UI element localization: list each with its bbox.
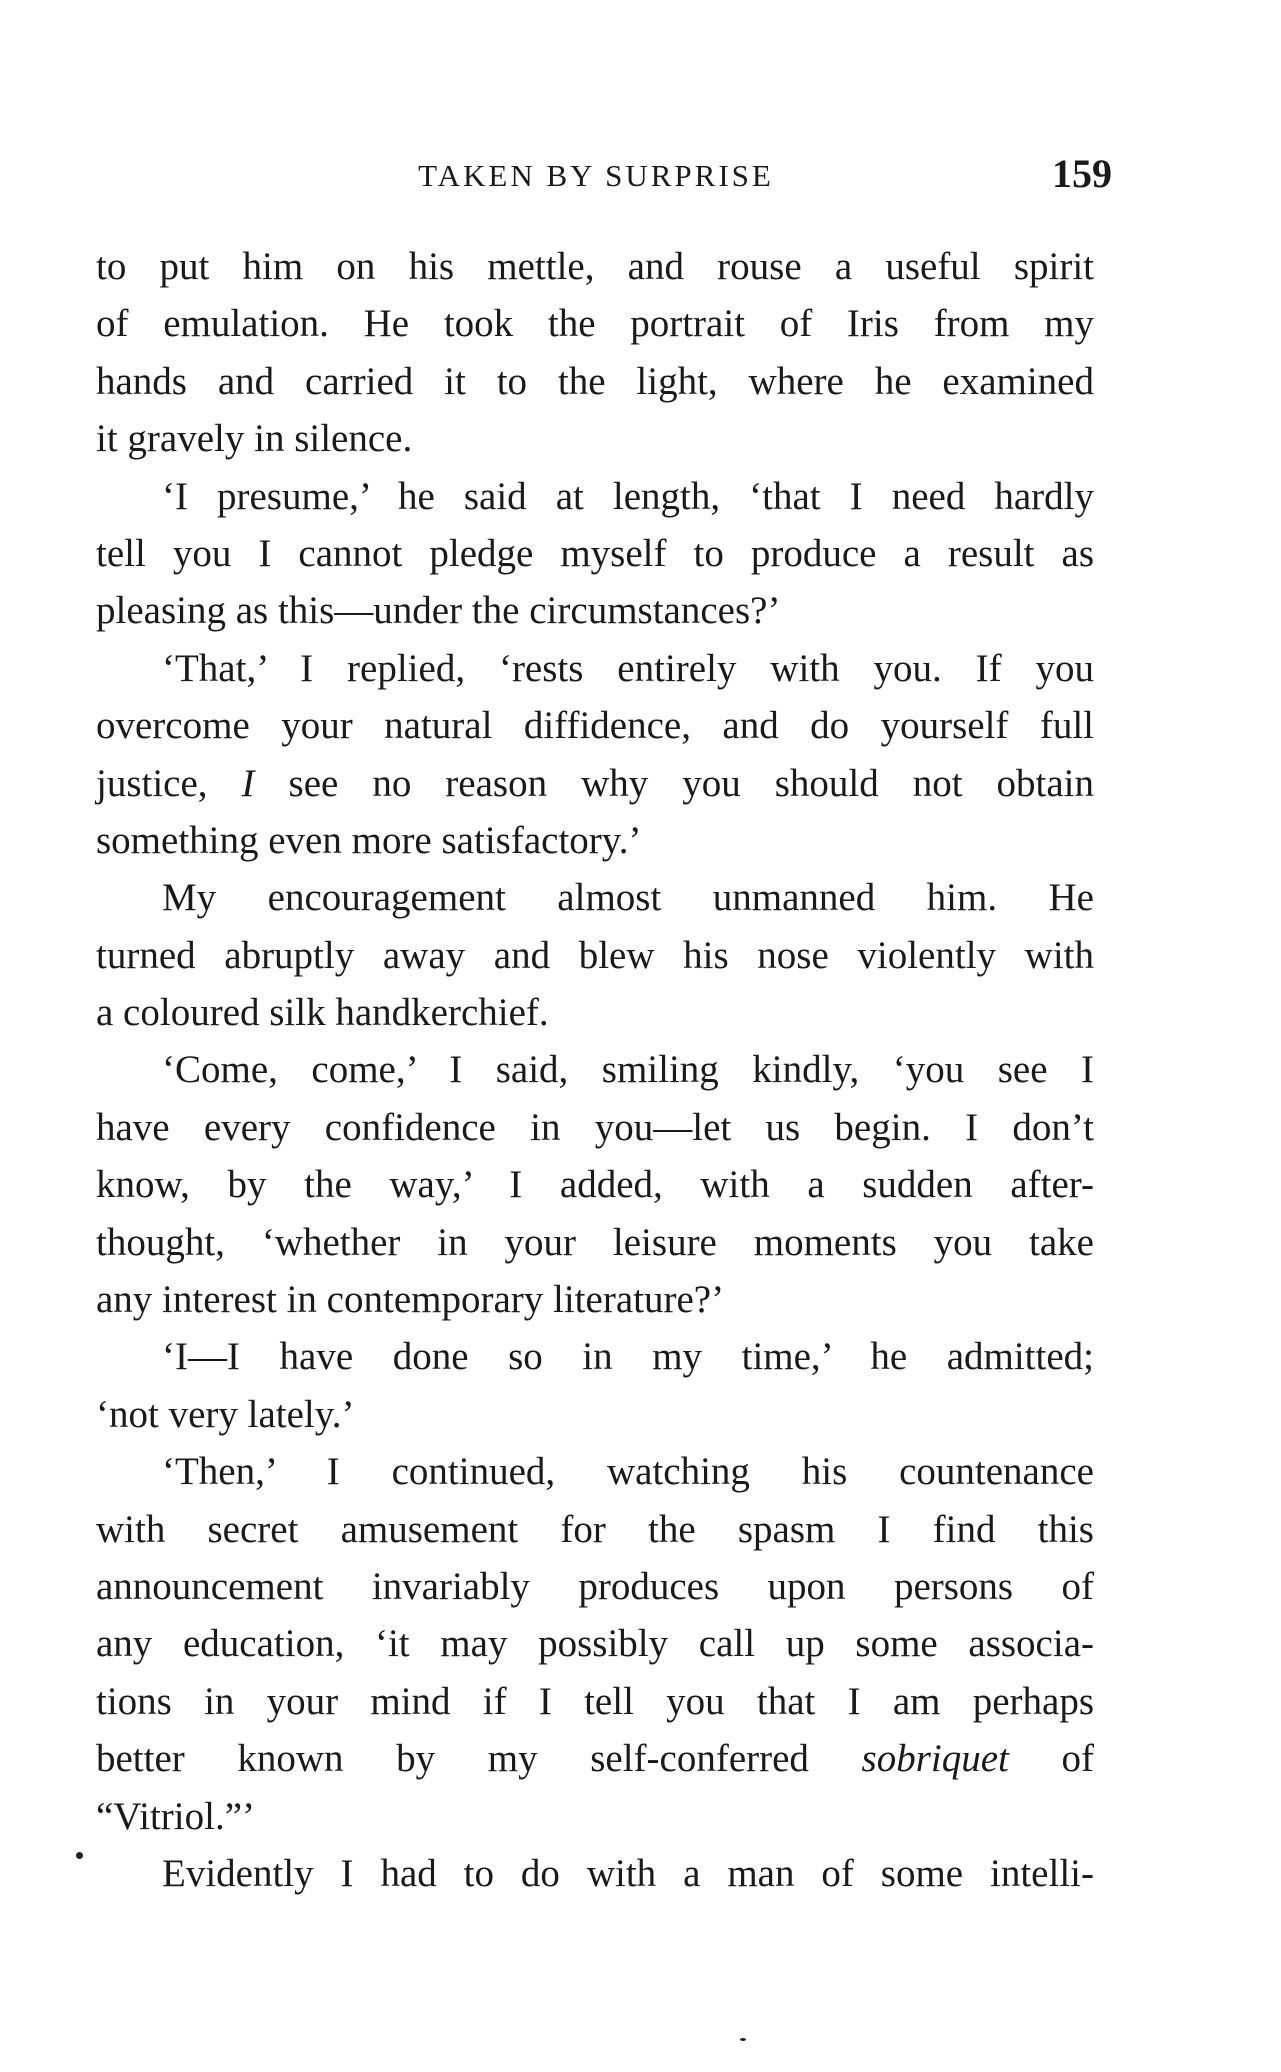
text-line: any education, ‘it may possibly call up some associa- xyxy=(96,1622,1094,1666)
body-text xyxy=(96,238,1094,1902)
text-line: better known by my self-conferred sobriquet of xyxy=(96,1737,1094,1781)
text-line: ‘I—I have done so in my time,’ he admitted; xyxy=(162,1335,1094,1379)
text-line: to put him on his mettle, and rouse a useful spirit xyxy=(96,245,1094,288)
text-line: any interest in contemporary literature?’ xyxy=(96,1278,725,1322)
text-line: ‘Then,’ I continued, watching his countenance xyxy=(162,1450,1094,1494)
text-line: with secret amusement for the spasm I find this xyxy=(96,1507,1094,1551)
text-line: “Vitriol.”’ xyxy=(96,1794,256,1838)
page-number: 159 xyxy=(1052,151,1112,196)
text-line: justice, I see no reason why you should not obtain xyxy=(96,761,1094,805)
text-line: have every confidence in you—let us begin. I don’t xyxy=(96,1105,1094,1149)
italic-word: I xyxy=(241,761,255,805)
text-line: something even more satisfactory.’ xyxy=(96,818,642,862)
text-line: hands and carried it to the light, where he examined xyxy=(96,359,1094,403)
text-line: pleasing as this—under the circumstances?’ xyxy=(96,589,781,633)
text-line: announcement invariably produces upon persons of xyxy=(96,1564,1094,1608)
print-speck xyxy=(76,1852,83,1859)
text-line: ‘Come, come,’ I said, smiling kindly, ‘you see I xyxy=(162,1048,1094,1092)
text-line: it gravely in silence. xyxy=(96,417,413,461)
text-line: overcome your natural diffidence, and do yourself full xyxy=(96,704,1094,748)
text-line: of emulation. He took the portrait of Iris from my xyxy=(96,302,1094,346)
text-line: ‘I presume,’ he said at length, ‘that I need hardly xyxy=(162,474,1094,518)
text-line: know, by the way,’ I added, with a sudden after- xyxy=(96,1163,1094,1207)
text-line: My encouragement almost unmanned him. He xyxy=(162,876,1094,920)
text-line: turned abruptly away and blew his nose violently with xyxy=(96,933,1094,977)
text-line: tions in your mind if I tell you that I am perhaps xyxy=(96,1679,1094,1723)
text-line: ‘not very lately.’ xyxy=(96,1392,355,1436)
text-line: Evidently I had to do with a man of some intelli- xyxy=(162,1851,1094,1895)
running-head xyxy=(96,150,1112,200)
text-line: a coloured silk handkerchief. xyxy=(96,991,549,1035)
text-line: ‘That,’ I replied, ‘rests entirely with you. If you xyxy=(162,646,1094,690)
running-title: TAKEN BY SURPRISE xyxy=(418,158,774,193)
text-line: thought, ‘whether in your leisure moments you take xyxy=(96,1220,1094,1264)
print-speck xyxy=(740,2038,746,2041)
text-line: tell you I cannot pledge myself to produce a result as xyxy=(96,531,1094,575)
italic-word: sobriquet xyxy=(861,1737,1009,1781)
